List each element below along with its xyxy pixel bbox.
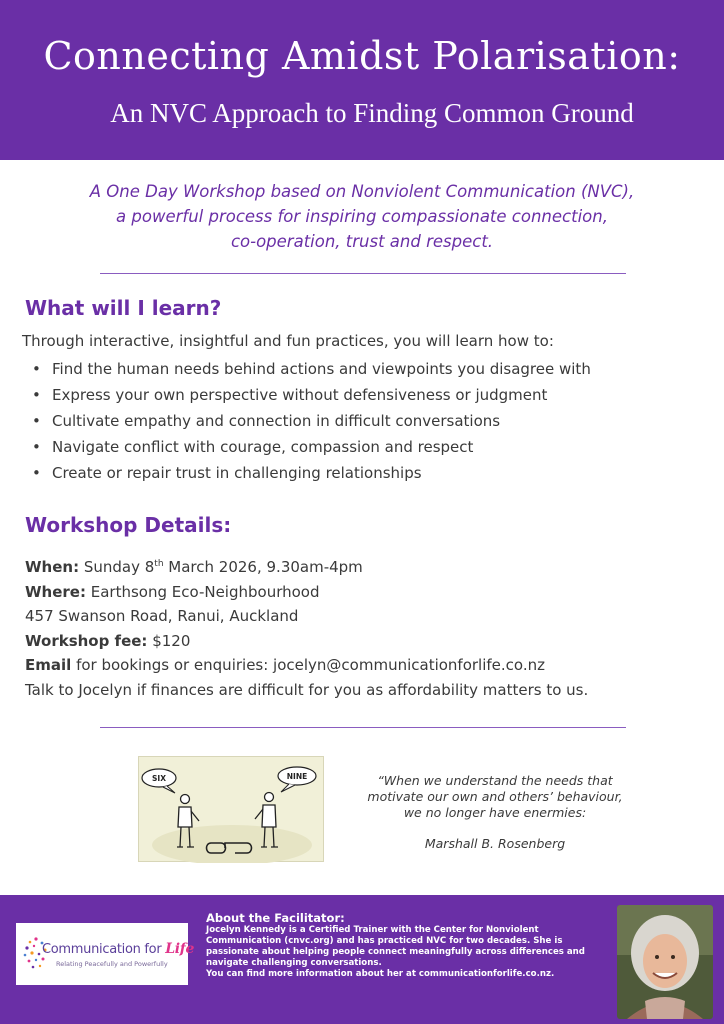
fee-row: Workshop fee: $120 xyxy=(25,631,191,650)
about-facilitator xyxy=(206,911,608,980)
email-row: Email for bookings or enquiries: jocelyn@communicationforlife.co.nz xyxy=(25,656,545,675)
intro-text xyxy=(0,179,724,254)
about-title: About the Facilitator: xyxy=(206,911,345,925)
learn-intro: Through interactive, insightful and fun practices, you will learn how to: xyxy=(22,332,554,350)
bullet-icon: • xyxy=(32,360,41,378)
list-item: • Navigate conflict with courage, compassion and respect xyxy=(32,434,591,460)
logo-text: Communication for Life xyxy=(42,941,195,957)
logo xyxy=(16,923,195,985)
cartoon-illustration xyxy=(139,757,325,863)
affordability-note: Talk to Jocelyn if finances are difficult for you as affordability matters to us. xyxy=(25,680,589,699)
bullet-icon: • xyxy=(32,438,41,456)
footer xyxy=(0,895,724,1024)
where-row: Where: Earthsong Eco-Neighbourhood xyxy=(25,582,320,601)
list-item: • Cultivate empathy and connection in difficult conversations xyxy=(32,408,591,434)
intro-line: A One Day Workshop based on Nonviolent Communication (NVC), xyxy=(89,182,635,201)
left-bubble-text: SIX xyxy=(152,774,166,783)
bullet-icon: • xyxy=(32,464,41,482)
six-nine-cartoon xyxy=(138,756,324,862)
address-row: 457 Swanson Road, Ranui, Auckland xyxy=(25,607,299,626)
list-item: • Express your own perspective without defensiveness or judgment xyxy=(32,382,591,408)
details-heading: Workshop Details: xyxy=(25,513,232,537)
learn-list xyxy=(32,356,591,486)
workshop-details xyxy=(25,555,588,703)
quote-line: we no longer have enermies: xyxy=(403,805,587,820)
page-subtitle: An NVC Approach to Finding Common Ground xyxy=(110,98,634,128)
learn-heading: What will I learn? xyxy=(25,296,222,320)
intro-line: a powerful process for inspiring compassionate connection, xyxy=(116,207,608,226)
bullet-icon: • xyxy=(32,412,41,430)
list-item: • Find the human needs behind actions and viewpoints you disagree with xyxy=(32,356,591,382)
portrait-icon xyxy=(617,905,713,1019)
header-banner xyxy=(0,0,724,160)
quote-author: Marshall B. Rosenberg xyxy=(424,836,566,851)
about-body: Jocelyn Kennedy is a Certified Trainer with the Center for Nonviolent Communication (cnvc.org) and has practiced NVC for two decades. She is passionate about helping people connect meaningfully across differences and navigate challenging conversations. You can find more information about her at communicationforlife.co.nz. xyxy=(206,925,585,979)
quote-line: “When we understand the needs that xyxy=(377,773,613,788)
facilitator-photo xyxy=(617,905,713,1019)
logo-tagline: Relating Peacefully and Powerfully xyxy=(56,960,168,968)
bullet-icon: • xyxy=(32,386,41,404)
intro-line: co-operation, trust and respect. xyxy=(230,232,494,251)
divider xyxy=(100,727,626,728)
quote xyxy=(340,773,650,821)
email-link[interactable]: for bookings or enquiries: jocelyn@communicationforlife.co.nz xyxy=(76,656,545,675)
divider xyxy=(100,273,626,274)
right-bubble-text: NINE xyxy=(286,772,308,781)
quote-line: motivate our own and others’ behaviour, xyxy=(367,789,623,804)
list-item: • Create or repair trust in challenging relationships xyxy=(32,460,591,486)
when-row: When: Sunday 8th March 2026, 9.30am-4pm xyxy=(25,558,363,576)
page-title: Connecting Amidst Polarisation: xyxy=(43,34,681,78)
